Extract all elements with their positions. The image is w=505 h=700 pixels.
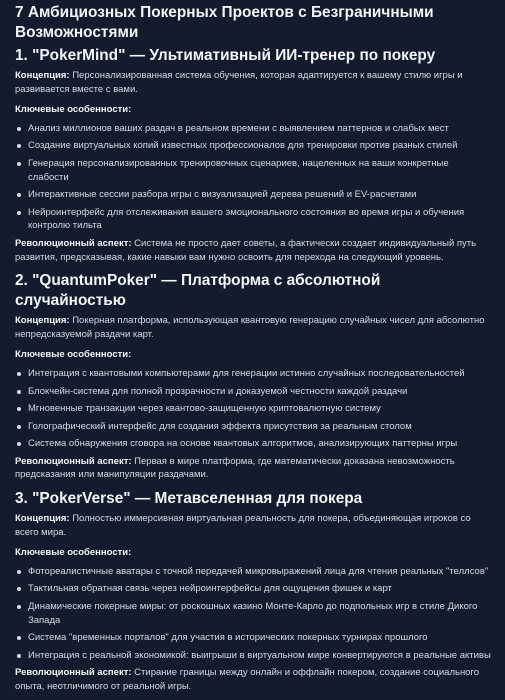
list-item-text: Мгновенные транзакции через квантово-защищенную криптовалютную систему xyxy=(28,403,381,415)
revolution-text: Стирание границы между онлайн и оффлайн покером, создание социального опыта, неотличимого от реальной игры. xyxy=(15,667,480,692)
bullet-icon xyxy=(17,654,21,658)
list-item-text: Интеграция с реальной экономикой: выигрыши в виртуальном мире конвертируются в реальные активы xyxy=(28,649,491,661)
features-label: Ключевые особенности: xyxy=(15,104,132,116)
bullet-icon xyxy=(17,587,21,591)
list-item xyxy=(15,565,491,579)
list-item xyxy=(15,649,491,663)
revolution-label: Революционный аспект: xyxy=(15,237,132,249)
bullet-icon xyxy=(17,372,21,376)
list-item-text: Фотореалистичные аватары с точной передачей микровыражений лица для чтения реальных "теллсов" xyxy=(28,565,489,577)
list-item-text: Голографический интерфейс для создания эффекта присутствия за реальным столом xyxy=(28,420,412,432)
bullet-icon xyxy=(17,570,21,574)
bullet-icon xyxy=(17,442,21,446)
list-item xyxy=(15,139,491,153)
revolution-paragraph xyxy=(15,237,491,264)
bullet-icon xyxy=(17,193,21,197)
section xyxy=(15,489,491,694)
section-heading: 2. "QuantumPoker" — Платформа с абсолютной случайностью xyxy=(15,272,381,310)
list-item xyxy=(15,402,491,416)
list-item-text: Тактильная обратная связь через нейроинтерфейсы для ощущения фишек и карт xyxy=(28,583,392,595)
concept-paragraph xyxy=(15,69,491,96)
bullet-icon xyxy=(17,162,21,166)
list-item-text: Анализ миллионов ваших раздач в реальном времени с выявлением паттернов и слабых мест xyxy=(28,122,449,134)
list-item xyxy=(15,188,491,202)
concept-text: Персонализированная система обучения, которая адаптируется к вашему стилю игры и развивается вместе с вами. xyxy=(15,70,463,95)
list-item-text: Блокчейн-система для полной прозрачности и доказуемой честности каждой раздачи xyxy=(28,385,408,397)
features-label: Ключевые особенности: xyxy=(15,349,132,361)
revolution-paragraph xyxy=(15,455,491,482)
list-item xyxy=(15,206,491,233)
bullet-icon xyxy=(17,127,21,131)
list-item xyxy=(15,437,491,451)
features-label: Ключевые особенности: xyxy=(15,547,132,559)
section-heading: 3. "PokerVerse" — Метавселенная для покера xyxy=(15,490,363,508)
bullet-icon xyxy=(17,636,21,640)
list-item-text: Система "временных порталов" для участия в исторических покерных турнирах прошлого xyxy=(28,632,428,644)
bullet-icon xyxy=(17,390,21,394)
list-item xyxy=(15,420,491,434)
list-item xyxy=(15,367,491,381)
concept-text: Покерная платформа, использующая квантовую генерацию случайных чисел для абсолютно непредсказуемой раздачи карт. xyxy=(15,315,485,340)
revolution-label: Революционный аспект: xyxy=(15,667,132,679)
list-item xyxy=(15,600,491,627)
features-list xyxy=(15,367,491,451)
revolution-text: Первая в мире платформа, где математически доказана невозможность предсказания или манипуляции раздачами. xyxy=(15,455,455,481)
document-title: 7 Амбициозных Покерных Проектов с Безграничными Возможностями xyxy=(15,4,434,41)
list-item xyxy=(15,385,491,399)
list-item-text: Генерация персонализированных тренировочных сценариев, нацеленных на ваши конкретные слабости xyxy=(28,157,449,183)
list-item-text: Создание виртуальных копий известных профессионалов для тренировки против разных стилей xyxy=(28,140,458,152)
features-list xyxy=(15,565,491,663)
list-item-text: Интеграция с квантовыми компьютерами для генерации истинно случайных последовательностей xyxy=(28,367,465,379)
concept-text: Полностью иммерсивная виртуальная реальность для покера, объединяющая игроков со всего мира. xyxy=(15,513,471,538)
list-item xyxy=(15,157,491,184)
revolution-text: Система не просто дает советы, а фактически создает индивидуальный путь развития, предсказывая, какие навыки вам нужно освоить для перехода на следующий уровень. xyxy=(15,237,477,263)
concept-label: Концепция: xyxy=(15,70,70,81)
bullet-icon xyxy=(17,144,21,148)
revolution-label: Революционный аспект: xyxy=(15,455,132,467)
revolution-paragraph xyxy=(15,666,491,693)
concept-label: Концепция: xyxy=(15,315,70,327)
list-item xyxy=(15,582,491,596)
bullet-icon xyxy=(17,605,21,609)
list-item-text: Система обнаружения сговора на основе квантовых алгоритмов, анализирующих паттерны игры xyxy=(28,438,458,450)
list-item-text: Интерактивные сессии разбора игры с визуализацией дерева решений и EV-расчетами xyxy=(28,189,417,201)
bullet-icon xyxy=(17,425,21,429)
features-list xyxy=(15,122,491,233)
concept-paragraph xyxy=(15,314,491,341)
list-item xyxy=(15,122,491,136)
bullet-icon xyxy=(17,211,21,215)
sections-container xyxy=(15,46,491,694)
concept-paragraph xyxy=(15,512,491,539)
section xyxy=(15,271,491,482)
section-heading: 1. "PokerMind" — Ультимативный ИИ-тренер по покеру xyxy=(15,47,436,64)
concept-label: Концепция: xyxy=(15,513,70,525)
bullet-icon xyxy=(17,407,21,411)
section xyxy=(15,46,491,264)
list-item xyxy=(15,631,491,645)
list-item-text: Динамические покерные миры: от роскошных казино Монте-Карло до подпольных игр в стиле Дикого Запада xyxy=(28,601,478,626)
list-item-text: Нейроинтерфейс для отслеживания вашего эмоционального состояния во время игры и обучения контролю тильта xyxy=(28,206,465,232)
